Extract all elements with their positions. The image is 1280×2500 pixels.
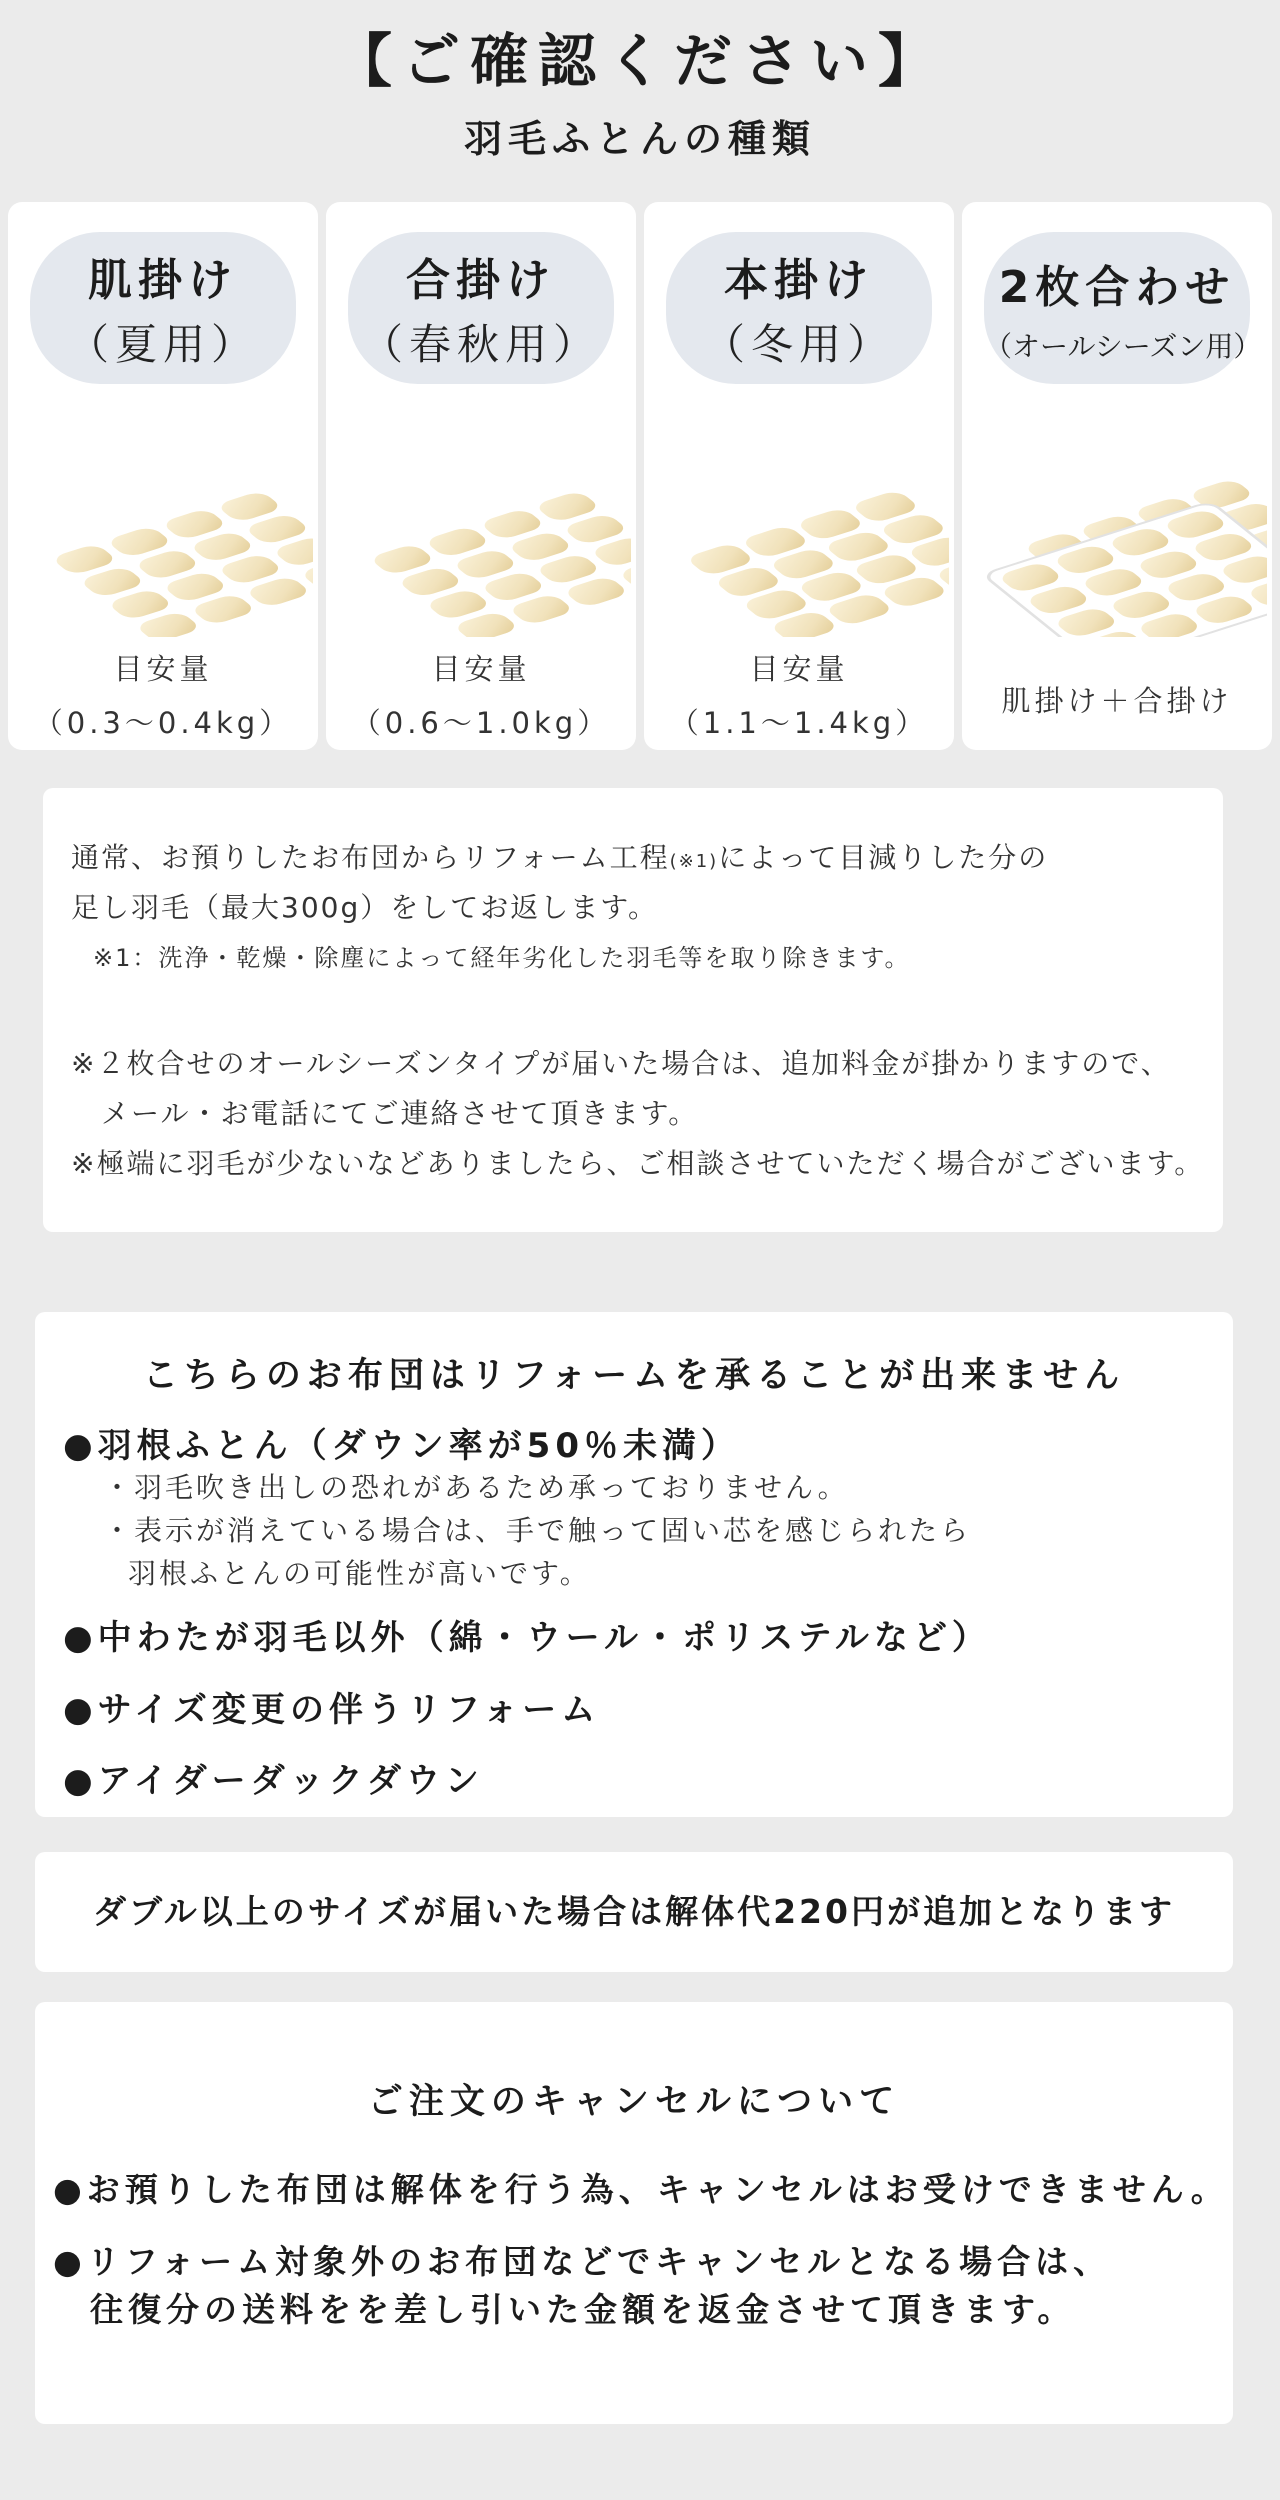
- futon-type-badge: [30, 232, 296, 384]
- double-size-notice-text: ダブル以上のサイズが届いた場合は解体代220円が追加となります: [93, 1892, 1175, 1931]
- weight-guide: [644, 642, 954, 750]
- info-line-3: ※２枚合せのオールシーズンタイプが届いた場合は、追加料金が掛かりますので、: [71, 1047, 1171, 1080]
- info-line-4: メール・お電話にてご連絡させて頂きます。: [101, 1097, 699, 1130]
- cancel-policy-item-1: ●お預りした布団は解体を行う為、キャンセルはお受けできません。: [53, 2170, 1229, 2209]
- futon-card-all-season: [962, 202, 1272, 750]
- futon-type-name: 肌掛け: [88, 255, 238, 306]
- page-subtitle: 羽毛ふとんの種類: [463, 117, 816, 161]
- combo-label: 肌掛け＋合掛け: [1001, 684, 1233, 718]
- weight-label: 目安量: [431, 652, 531, 686]
- weight-label: 目安量: [113, 652, 213, 686]
- double-size-notice: [35, 1852, 1233, 1972]
- futon-season: （冬用）: [702, 320, 895, 369]
- futon-illustration: [331, 407, 631, 637]
- footnote: ※1：洗浄・乾燥・除塵によって経年劣化した羽毛等を取り除きます。: [93, 944, 911, 972]
- futon-illustration: [649, 407, 949, 637]
- info-line-1a: 通常、お預りしたお布団からリフォーム工程: [71, 841, 670, 874]
- weight-range: （0.3～0.4kg）: [33, 706, 293, 740]
- futon-card-winter: [644, 202, 954, 750]
- not-accepted-heading: こちらのお布団はリフォームを承ることが出来ません: [142, 1356, 1126, 1396]
- not-accepted-item-1: ●羽根ふとん（ダウン率が50％未満）: [63, 1426, 740, 1466]
- futon-season: （夏用）: [66, 320, 259, 369]
- cancel-policy-item-2-cont: 往復分の送料をを差し引いた金額を返金させて頂きます。: [90, 2290, 1076, 2329]
- cancel-policy-item-2: ●リフォーム対象外のお布団などでキャンセルとなる場合は、: [53, 2242, 1112, 2281]
- cancel-policy-heading: ご注文のキャンセルについて: [367, 2082, 901, 2122]
- not-accepted-box: [35, 1312, 1233, 1817]
- futon-type-badge: [348, 232, 614, 384]
- futon-type-name: 2枚合わせ: [998, 262, 1236, 313]
- weight-range: （0.6～1.0kg）: [351, 706, 611, 740]
- futon-illustration: [13, 407, 313, 637]
- futon-type-name: 本掛け: [724, 255, 874, 306]
- weight-guide: [326, 642, 636, 750]
- futon-illustration: [967, 407, 1267, 637]
- futon-type-badge: [666, 232, 932, 384]
- not-accepted-item-1-detail: ・表示が消えている場合は、手で触って固い芯を感じられたら: [103, 1514, 972, 1547]
- weight-guide: [8, 642, 318, 750]
- not-accepted-item-3: ●サイズ変更の伴うリフォーム: [63, 1690, 601, 1730]
- info-line-1: [71, 836, 1048, 876]
- futon-season: （春秋用）: [360, 320, 601, 369]
- not-accepted-item-2: ●中わたが羽毛以外（綿・ウール・ポリステルなど）: [63, 1618, 991, 1658]
- info-line-1b: によって目減りした分の: [718, 841, 1049, 874]
- not-accepted-item-1-detail: ・羽毛吹き出しの恐れがあるため承っておりません。: [103, 1471, 849, 1504]
- futon-type-badge: [984, 232, 1262, 384]
- futon-card-spring-autumn: [326, 202, 636, 750]
- info-line-5: ※極端に羽毛が少ないなどありましたら、ご相談させていただく場合がございます。: [71, 1147, 1205, 1180]
- weight-range: （1.1～1.4kg）: [669, 706, 929, 740]
- info-box: [43, 788, 1223, 1232]
- futon-season: （オールシーズン用）: [984, 330, 1262, 363]
- futon-card-summer: [8, 202, 318, 750]
- weight-label: 目安量: [749, 652, 849, 686]
- futon-type-name: 合掛け: [406, 255, 556, 306]
- page-title: 【ご確認ください】: [333, 27, 946, 95]
- cancel-policy-box: [35, 2002, 1233, 2424]
- not-accepted-item-4: ●アイダーダックダウン: [63, 1761, 484, 1801]
- not-accepted-item-1-detail: 羽根ふとんの可能性が高いです。: [128, 1557, 591, 1590]
- footnote-ref: (※1): [669, 851, 719, 872]
- info-line-2: 足し羽毛（最大300g）をしてお返します。: [71, 891, 658, 924]
